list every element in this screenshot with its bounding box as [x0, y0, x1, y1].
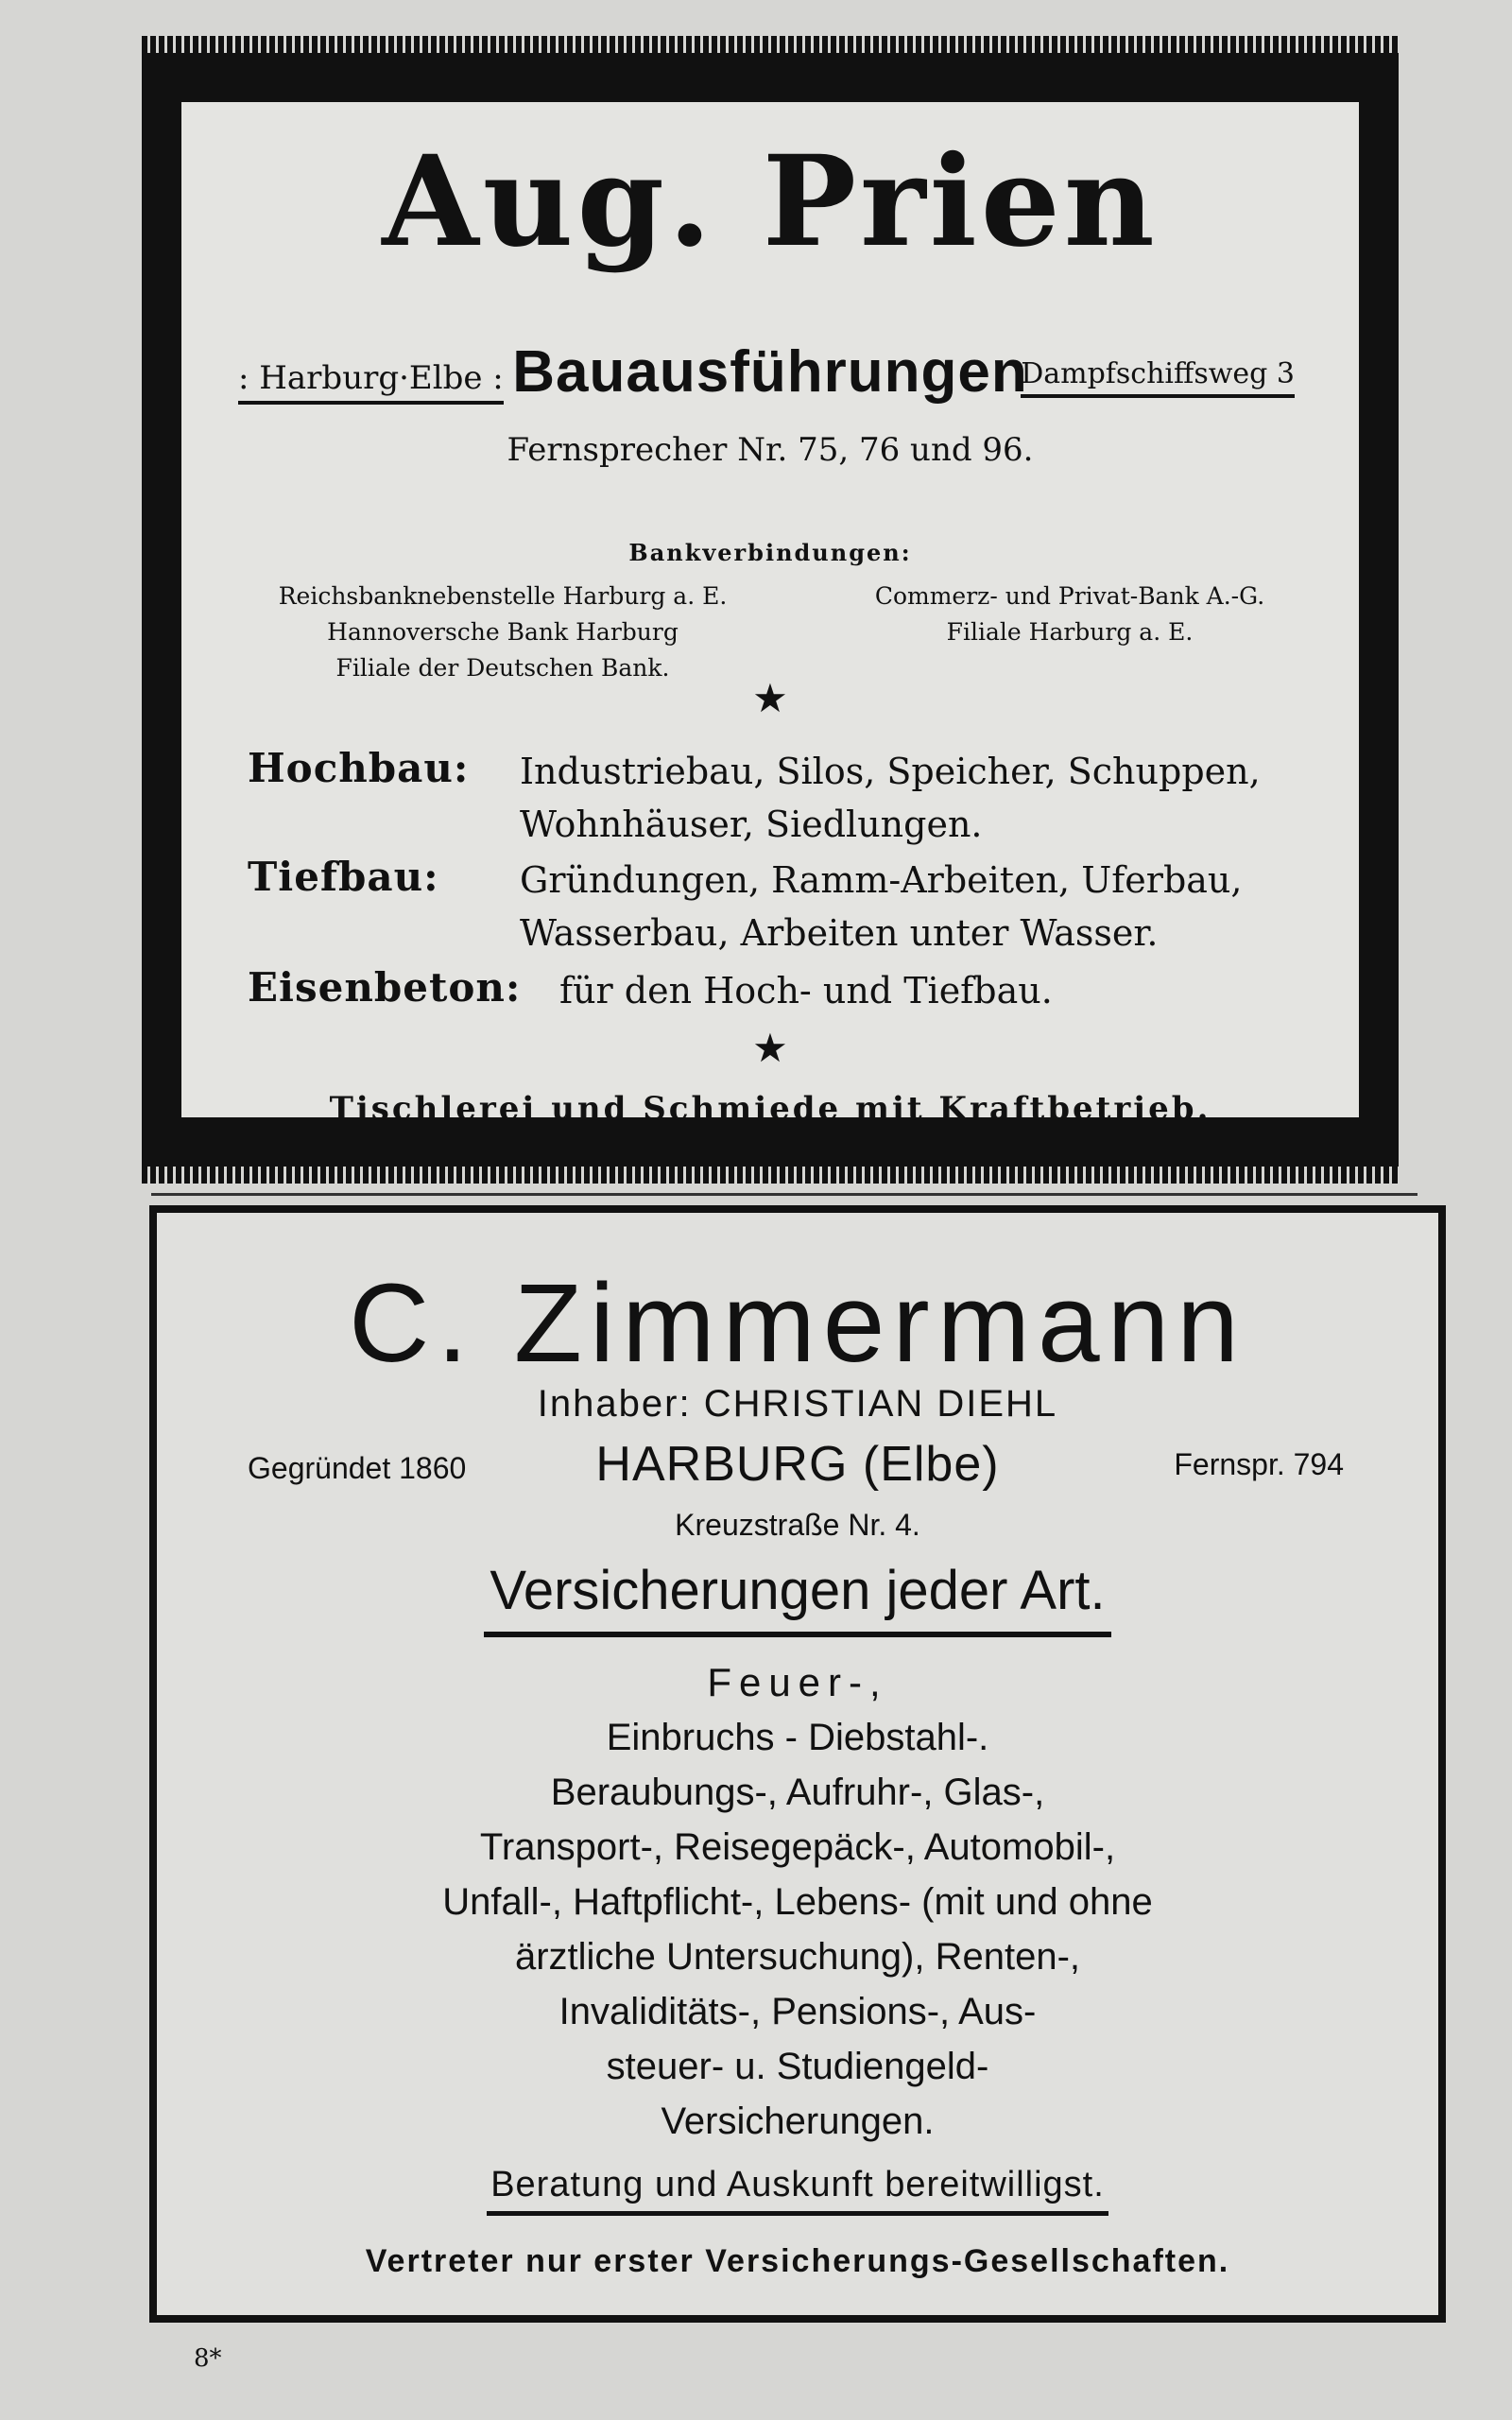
- zimmermann-city: HARBURG (Elbe): [595, 1437, 1000, 1492]
- divider-line: [151, 1193, 1418, 1196]
- bank-entry: Filiale Harburg a. E.: [946, 618, 1194, 646]
- insurance-line: Einbruchs - Diebstahl-.: [606, 1717, 989, 1758]
- service-label: Hochbau:: [248, 745, 470, 791]
- bank-list-left: [257, 579, 748, 686]
- service-description: [559, 964, 1053, 1017]
- insurance-line: Feuer-,: [707, 1660, 888, 1704]
- prien-address-row: [181, 338, 1359, 405]
- insurance-line: Invaliditäts-, Pensions-, Aus-: [558, 1991, 1037, 2032]
- bank-heading: Bankverbindungen:: [628, 539, 912, 566]
- headline-text: Versicherungen jeder Art.: [484, 1559, 1110, 1637]
- prien-title: Aug. Prien: [382, 129, 1159, 275]
- service-line: Industriebau, Silos, Speicher, Schuppen,: [520, 751, 1261, 792]
- insurance-line: Transport-, Reisegepäck-, Automobil-,: [479, 1826, 1116, 1868]
- service-label: Eisenbeton:: [248, 964, 522, 1011]
- insurance-line: ärztliche Untersuchung), Renten-,: [514, 1936, 1081, 1978]
- zimmermann-founded: Gegründet 1860: [248, 1451, 467, 1485]
- bank-entry: Hannoversche Bank Harburg: [327, 618, 679, 646]
- star-icon: ★: [752, 676, 788, 720]
- prien-workshop: Tischlerei und Schmiede mit Kraftbetrieb.: [329, 1090, 1211, 1128]
- service-line: Gründungen, Ramm-Arbeiten, Uferbau,: [520, 859, 1243, 901]
- zimmermann-title: C. Zimmermann: [349, 1261, 1246, 1386]
- service-line: Wasserbau, Arbeiten unter Wasser.: [520, 912, 1159, 954]
- prien-street: Dampfschiffsweg 3: [1021, 357, 1295, 398]
- service-line: Wohnhäuser, Siedlungen.: [520, 804, 983, 845]
- insurance-list: [157, 1655, 1438, 2149]
- advice-text: Beratung und Auskunft bereitwilligst.: [487, 2165, 1108, 2216]
- prien-business: Bauausführungen: [512, 339, 1028, 405]
- prien-advertisement: [142, 47, 1399, 1172]
- star-icon: ★: [752, 1026, 788, 1070]
- insurance-line: Versicherungen.: [661, 2100, 935, 2142]
- insurance-line: Unfall-, Haftpflicht-, Lebens- (mit und ohne: [442, 1881, 1153, 1923]
- zimmermann-owner: Inhaber: CHRISTIAN DIEHL: [537, 1383, 1058, 1425]
- service-description: [520, 854, 1242, 959]
- zimmermann-street: Kreuzstraße Nr. 4.: [675, 1508, 920, 1542]
- bank-entry: Reichsbanknebenstelle Harburg a. E.: [278, 582, 728, 610]
- prien-phone: Fernsprecher Nr. 75, 76 und 96.: [507, 431, 1034, 469]
- zimmermann-agent: Vertreter nur erster Versicherungs-Gesellschaften.: [365, 2243, 1230, 2279]
- insurance-line: steuer- u. Studiengeld-: [606, 2046, 989, 2087]
- bank-entry: Commerz- und Privat-Bank A.-G.: [874, 582, 1265, 610]
- insurance-line: Beraubungs-, Aufruhr-, Glas-,: [550, 1772, 1045, 1813]
- service-line: für den Hoch- und Tiefbau.: [559, 970, 1053, 1011]
- service-label: Tiefbau:: [248, 854, 439, 900]
- page-number: 8*: [194, 2344, 222, 2373]
- prien-location: : Harburg·Elbe :: [238, 359, 504, 405]
- zimmermann-advertisement: [149, 1205, 1446, 2323]
- zimmermann-phone: Fernspr. 794: [1174, 1447, 1344, 1481]
- zimmermann-advice: [157, 2165, 1438, 2216]
- service-description: [520, 745, 1261, 851]
- prien-ad-panel: [181, 102, 1359, 1128]
- bank-entry: Filiale der Deutschen Bank.: [335, 654, 670, 682]
- bank-list-right: [805, 579, 1334, 650]
- zimmermann-headline: [157, 1559, 1438, 1637]
